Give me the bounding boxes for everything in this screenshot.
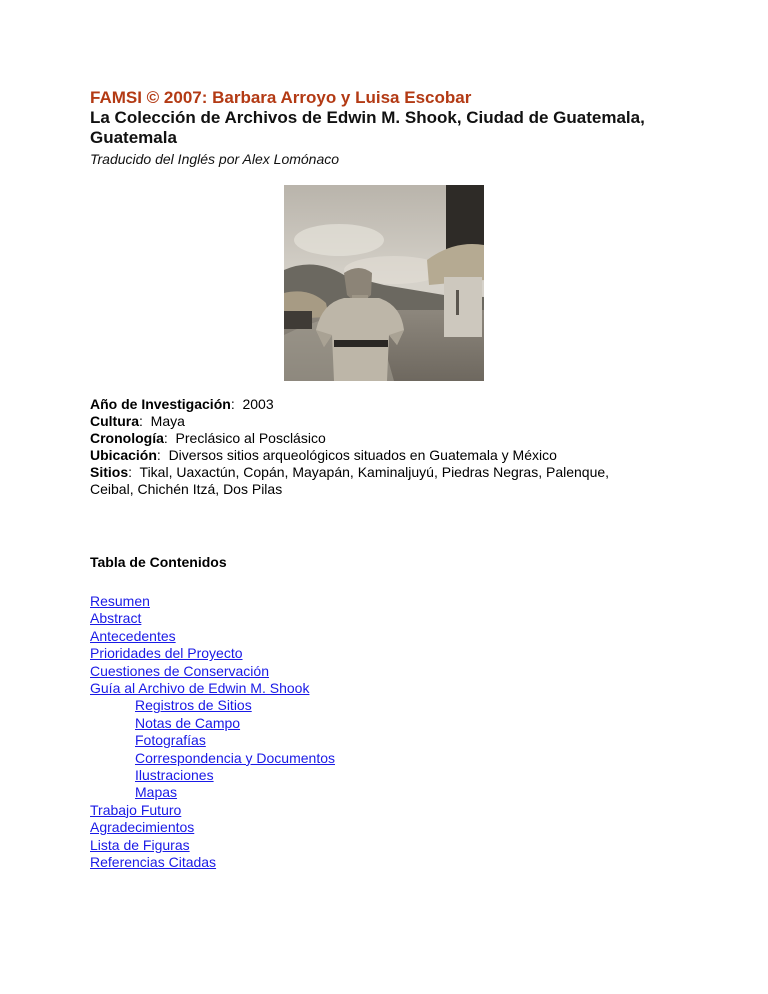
table-of-contents [90, 593, 335, 872]
toc-item [90, 628, 335, 645]
toc-link-referencias[interactable]: Referencias Citadas [90, 854, 217, 871]
toc-subitem [90, 697, 335, 714]
meta-label: Cronología [90, 430, 164, 446]
meta-sites: Sitios: Tikal, Uaxactún, Copán, Mayapán, Kaminaljuyú, Piedras Negras, Palenque, Ceibal, Chichén Itzá, Dos Pilas [90, 464, 613, 497]
meta-year: Año de Investigación: 2003 [90, 396, 274, 412]
toc-link-trabajo-futuro[interactable]: Trabajo Futuro [90, 801, 182, 818]
toc-item [90, 645, 335, 662]
toc-item [90, 593, 335, 610]
photo-image [284, 185, 484, 381]
meta-label: Sitios [90, 464, 129, 480]
meta-value: Maya [142, 413, 185, 429]
toc-link-mapas[interactable]: Mapas [135, 784, 178, 801]
portrait-photo [284, 185, 484, 381]
toc-subitem [90, 750, 335, 767]
toc-subitem [90, 784, 335, 801]
translator-credit: Traducido del Inglés por Alex Lomónaco [90, 151, 340, 167]
meta-value: Tikal, Uaxactún, Copán, Mayapán, Kaminaljuyú, Piedras Negras, Palenque, Ceibal, Chichén Itzá, Dos Pilas [90, 464, 613, 497]
toc-link-conservacion[interactable]: Cuestiones de Conservación [90, 662, 269, 679]
meta-culture: Cultura: Maya [90, 413, 185, 429]
toc-item [90, 663, 335, 680]
document-title: La Colección de Archivos de Edwin M. Shook, Ciudad de Guatemala, Guatemala [90, 108, 645, 147]
toc-link-antecedentes[interactable]: Antecedentes [90, 627, 176, 644]
document-page [90, 88, 710, 871]
toc-link-ilustraciones[interactable]: Ilustraciones [135, 767, 214, 784]
toc-item [90, 802, 335, 819]
toc-item [90, 610, 335, 627]
toc-item [90, 680, 335, 697]
toc-link-correspondencia[interactable]: Correspondencia y Documentos [135, 749, 335, 766]
toc-subitem [90, 732, 335, 749]
meta-value: 2003 [234, 396, 274, 412]
metadata-block [90, 396, 690, 498]
meta-location: Ubicación: Diversos sitios arqueológicos situados en Guatemala y México [90, 447, 557, 463]
toc-link-abstract[interactable]: Abstract [90, 610, 142, 627]
toc-heading: Tabla de Contenidos [90, 554, 227, 570]
toc-item [90, 837, 335, 854]
meta-value: Preclásico al Posclásico [167, 430, 326, 446]
meta-value: Diversos sitios arqueológicos situados en Guatemala y México [160, 447, 557, 463]
toc-subitem [90, 767, 335, 784]
toc-link-prioridades[interactable]: Prioridades del Proyecto [90, 645, 243, 662]
toc-link-notas-campo[interactable]: Notas de Campo [135, 714, 241, 731]
toc-link-lista-figuras[interactable]: Lista de Figuras [90, 836, 190, 853]
toc-item [90, 854, 335, 871]
meta-chronology: Cronología: Preclásico al Posclásico [90, 430, 326, 446]
toc-link-registros-sitios[interactable]: Registros de Sitios [135, 697, 252, 714]
meta-label: Ubicación [90, 447, 157, 463]
toc-item [90, 819, 335, 836]
toc-subitem [90, 715, 335, 732]
famsi-credit-heading: FAMSI © 2007: Barbara Arroyo y Luisa Escobar [90, 88, 472, 107]
meta-label: Año de Investigación [90, 396, 231, 412]
toc-link-guia-archivo[interactable]: Guía al Archivo de Edwin M. Shook [90, 680, 310, 697]
meta-label: Cultura [90, 413, 139, 429]
toc-link-agradecimientos[interactable]: Agradecimientos [90, 819, 195, 836]
toc-link-resumen[interactable]: Resumen [90, 593, 150, 609]
toc-link-fotografias[interactable]: Fotografías [135, 732, 206, 749]
